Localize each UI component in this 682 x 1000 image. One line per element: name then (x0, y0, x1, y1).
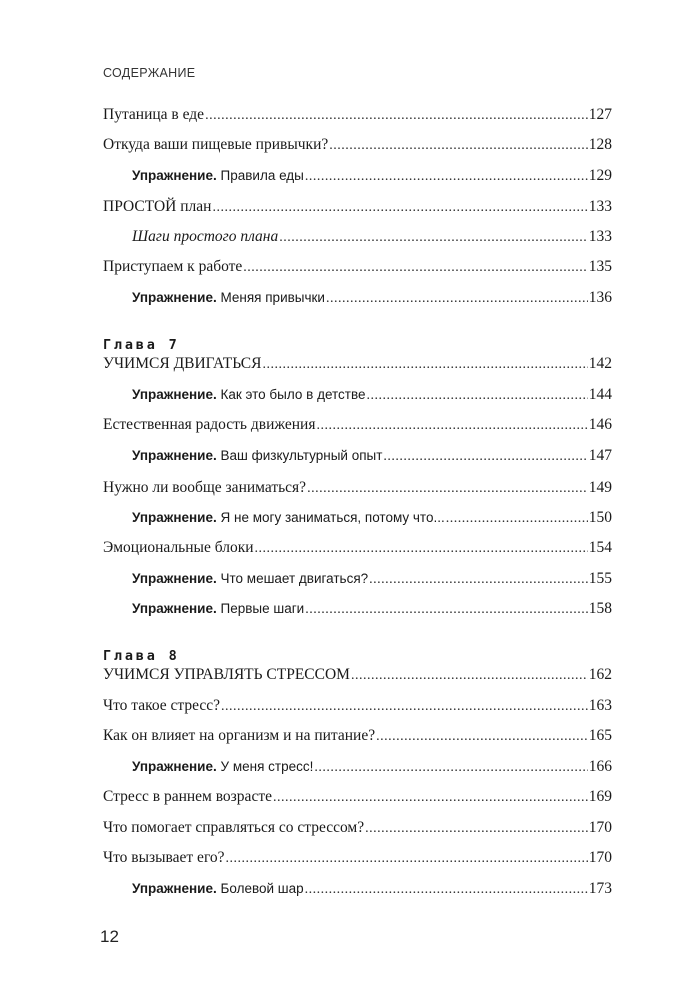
toc-page-number: 154 (588, 539, 612, 556)
dot-leader (212, 200, 587, 216)
dot-leader (365, 821, 588, 837)
toc-row (103, 228, 612, 250)
toc-row (103, 355, 612, 377)
dot-leader (329, 138, 587, 154)
toc-entry-title: Эмоциональные блоки (103, 539, 254, 556)
toc-exercise-row (103, 447, 612, 469)
toc-row (103, 479, 612, 501)
dot-leader (205, 108, 588, 124)
dot-leader (367, 388, 588, 404)
toc-entry-title: Я не могу заниматься, потому что... (220, 510, 445, 525)
toc-page-number: 165 (588, 727, 612, 744)
toc-exercise-row (103, 758, 612, 780)
dot-leader (326, 291, 588, 307)
dot-leader (243, 260, 587, 276)
dot-leader (314, 760, 587, 776)
dot-leader (369, 572, 588, 588)
toc-page-number: 142 (588, 355, 612, 372)
toc-page-number: 173 (588, 880, 612, 897)
toc-exercise-row (103, 880, 612, 902)
toc-row (103, 849, 612, 871)
chapter-heading: Глава 8 (103, 648, 180, 664)
toc-page-number: 136 (588, 289, 612, 306)
toc-entry-title: УЧИМСЯ ДВИГАТЬСЯ (103, 355, 262, 372)
dot-leader (226, 851, 588, 867)
toc-row (103, 539, 612, 561)
running-head: СОДЕРЖАНИЕ (103, 66, 196, 80)
dot-leader (376, 729, 588, 745)
exercise-label: Упражнение. (132, 601, 217, 616)
exercise-label: Упражнение. (132, 290, 217, 305)
dot-leader (383, 449, 587, 465)
toc-exercise-title (132, 601, 304, 616)
toc-row (103, 788, 612, 810)
toc-row (103, 106, 612, 128)
dot-leader (255, 541, 588, 557)
toc-page-number: 155 (588, 570, 612, 587)
toc-exercise-row (103, 570, 612, 592)
toc-entry-title: Что помогает справляться со стрессом? (103, 819, 365, 836)
page-number: 12 (100, 927, 119, 946)
toc-page-number: 127 (588, 106, 612, 123)
toc-entry-title: Как это было в детстве (220, 387, 366, 402)
toc-entry-title: Шаги простого плана (132, 228, 279, 245)
dot-leader (307, 481, 588, 497)
chapter-heading: Глава 7 (103, 337, 180, 353)
toc-row (103, 819, 612, 841)
toc-row (103, 727, 612, 749)
toc-exercise-title (132, 571, 368, 586)
toc-page-number: 170 (588, 849, 612, 866)
toc-page-number: 158 (588, 600, 612, 617)
exercise-label: Упражнение. (132, 881, 217, 896)
toc-entry-title: Ваш физкультурный опыт (220, 448, 383, 463)
toc-exercise-title (132, 290, 325, 305)
toc-page-number: 128 (588, 136, 612, 153)
toc-row (103, 136, 612, 158)
dot-leader (351, 668, 588, 684)
dot-leader (305, 882, 588, 898)
dot-leader (279, 230, 588, 246)
toc-exercise-row (103, 600, 612, 622)
toc-entry-title: Что такое стресс? (103, 697, 221, 714)
toc-page-number: 169 (588, 788, 612, 805)
toc-page-number: 146 (588, 416, 612, 433)
toc-page-number: 147 (588, 447, 612, 464)
dot-leader (316, 418, 587, 434)
dot-leader (262, 357, 587, 373)
toc-entry-title: Первые шаги (220, 601, 305, 616)
toc-page-number: 163 (588, 697, 612, 714)
toc-entry-title: Что мешает двигаться? (220, 571, 369, 586)
toc-row (103, 666, 612, 688)
toc-row (103, 416, 612, 438)
dot-leader (305, 602, 588, 618)
toc-row (103, 697, 612, 719)
exercise-label: Упражнение. (132, 448, 217, 463)
toc-entry-title: Что вызывает его? (103, 849, 225, 866)
toc-page-number: 150 (588, 509, 612, 526)
toc-exercise-row (103, 167, 612, 189)
toc-entry-title: ПРОСТОЙ план (103, 198, 212, 215)
toc-page-number: 144 (588, 386, 612, 403)
exercise-label: Упражнение. (132, 759, 217, 774)
toc-row (103, 198, 612, 220)
dot-leader (446, 511, 588, 527)
toc-entry-title: Нужно ли вообще заниматься? (103, 479, 307, 496)
dot-leader (221, 699, 588, 715)
toc-exercise-row (103, 289, 612, 311)
toc-page-number: 129 (588, 167, 612, 184)
toc-entry-title: Правила еды (220, 168, 304, 183)
toc-entry-title: Естественная радость движения (103, 416, 316, 433)
toc-exercise-title (132, 881, 304, 896)
toc-page-number: 166 (588, 758, 612, 775)
toc-page-number: 149 (588, 479, 612, 496)
toc-entry-title: Откуда ваши пищевые привычки? (103, 136, 329, 153)
toc-entry-title: Болевой шар (220, 881, 304, 896)
toc-entry-title: Приступаем к работе (103, 258, 243, 275)
toc-entry-title: У меня стресс! (220, 759, 314, 774)
dot-leader (305, 169, 588, 185)
toc-row (103, 258, 612, 280)
toc-exercise-row (103, 386, 612, 408)
toc-exercise-row (103, 509, 612, 531)
toc-exercise-title (132, 168, 304, 183)
exercise-label: Упражнение. (132, 387, 217, 402)
exercise-label: Упражнение. (132, 510, 217, 525)
dot-leader (273, 790, 588, 806)
toc-exercise-title (132, 448, 382, 463)
toc-entry-title: Стресс в раннем возрасте (103, 788, 272, 805)
exercise-label: Упражнение. (132, 571, 217, 586)
toc-page-number: 133 (588, 228, 612, 245)
toc-page-number: 162 (588, 666, 612, 683)
toc-entry-title: Как он влияет на организм и на питание? (103, 727, 376, 744)
toc-exercise-title (132, 387, 366, 402)
exercise-label: Упражнение. (132, 168, 217, 183)
toc-exercise-title (132, 759, 313, 774)
toc-page-number: 133 (588, 198, 612, 215)
toc-entry-title: УЧИМСЯ УПРАВЛЯТЬ СТРЕССОМ (103, 666, 350, 683)
toc-exercise-title (132, 510, 445, 525)
toc-page-number: 135 (588, 258, 612, 275)
toc-entry-title: Путаница в еде (103, 106, 205, 123)
toc-entry-title: Меняя привычки (220, 290, 325, 305)
toc-page-number: 170 (588, 819, 612, 836)
